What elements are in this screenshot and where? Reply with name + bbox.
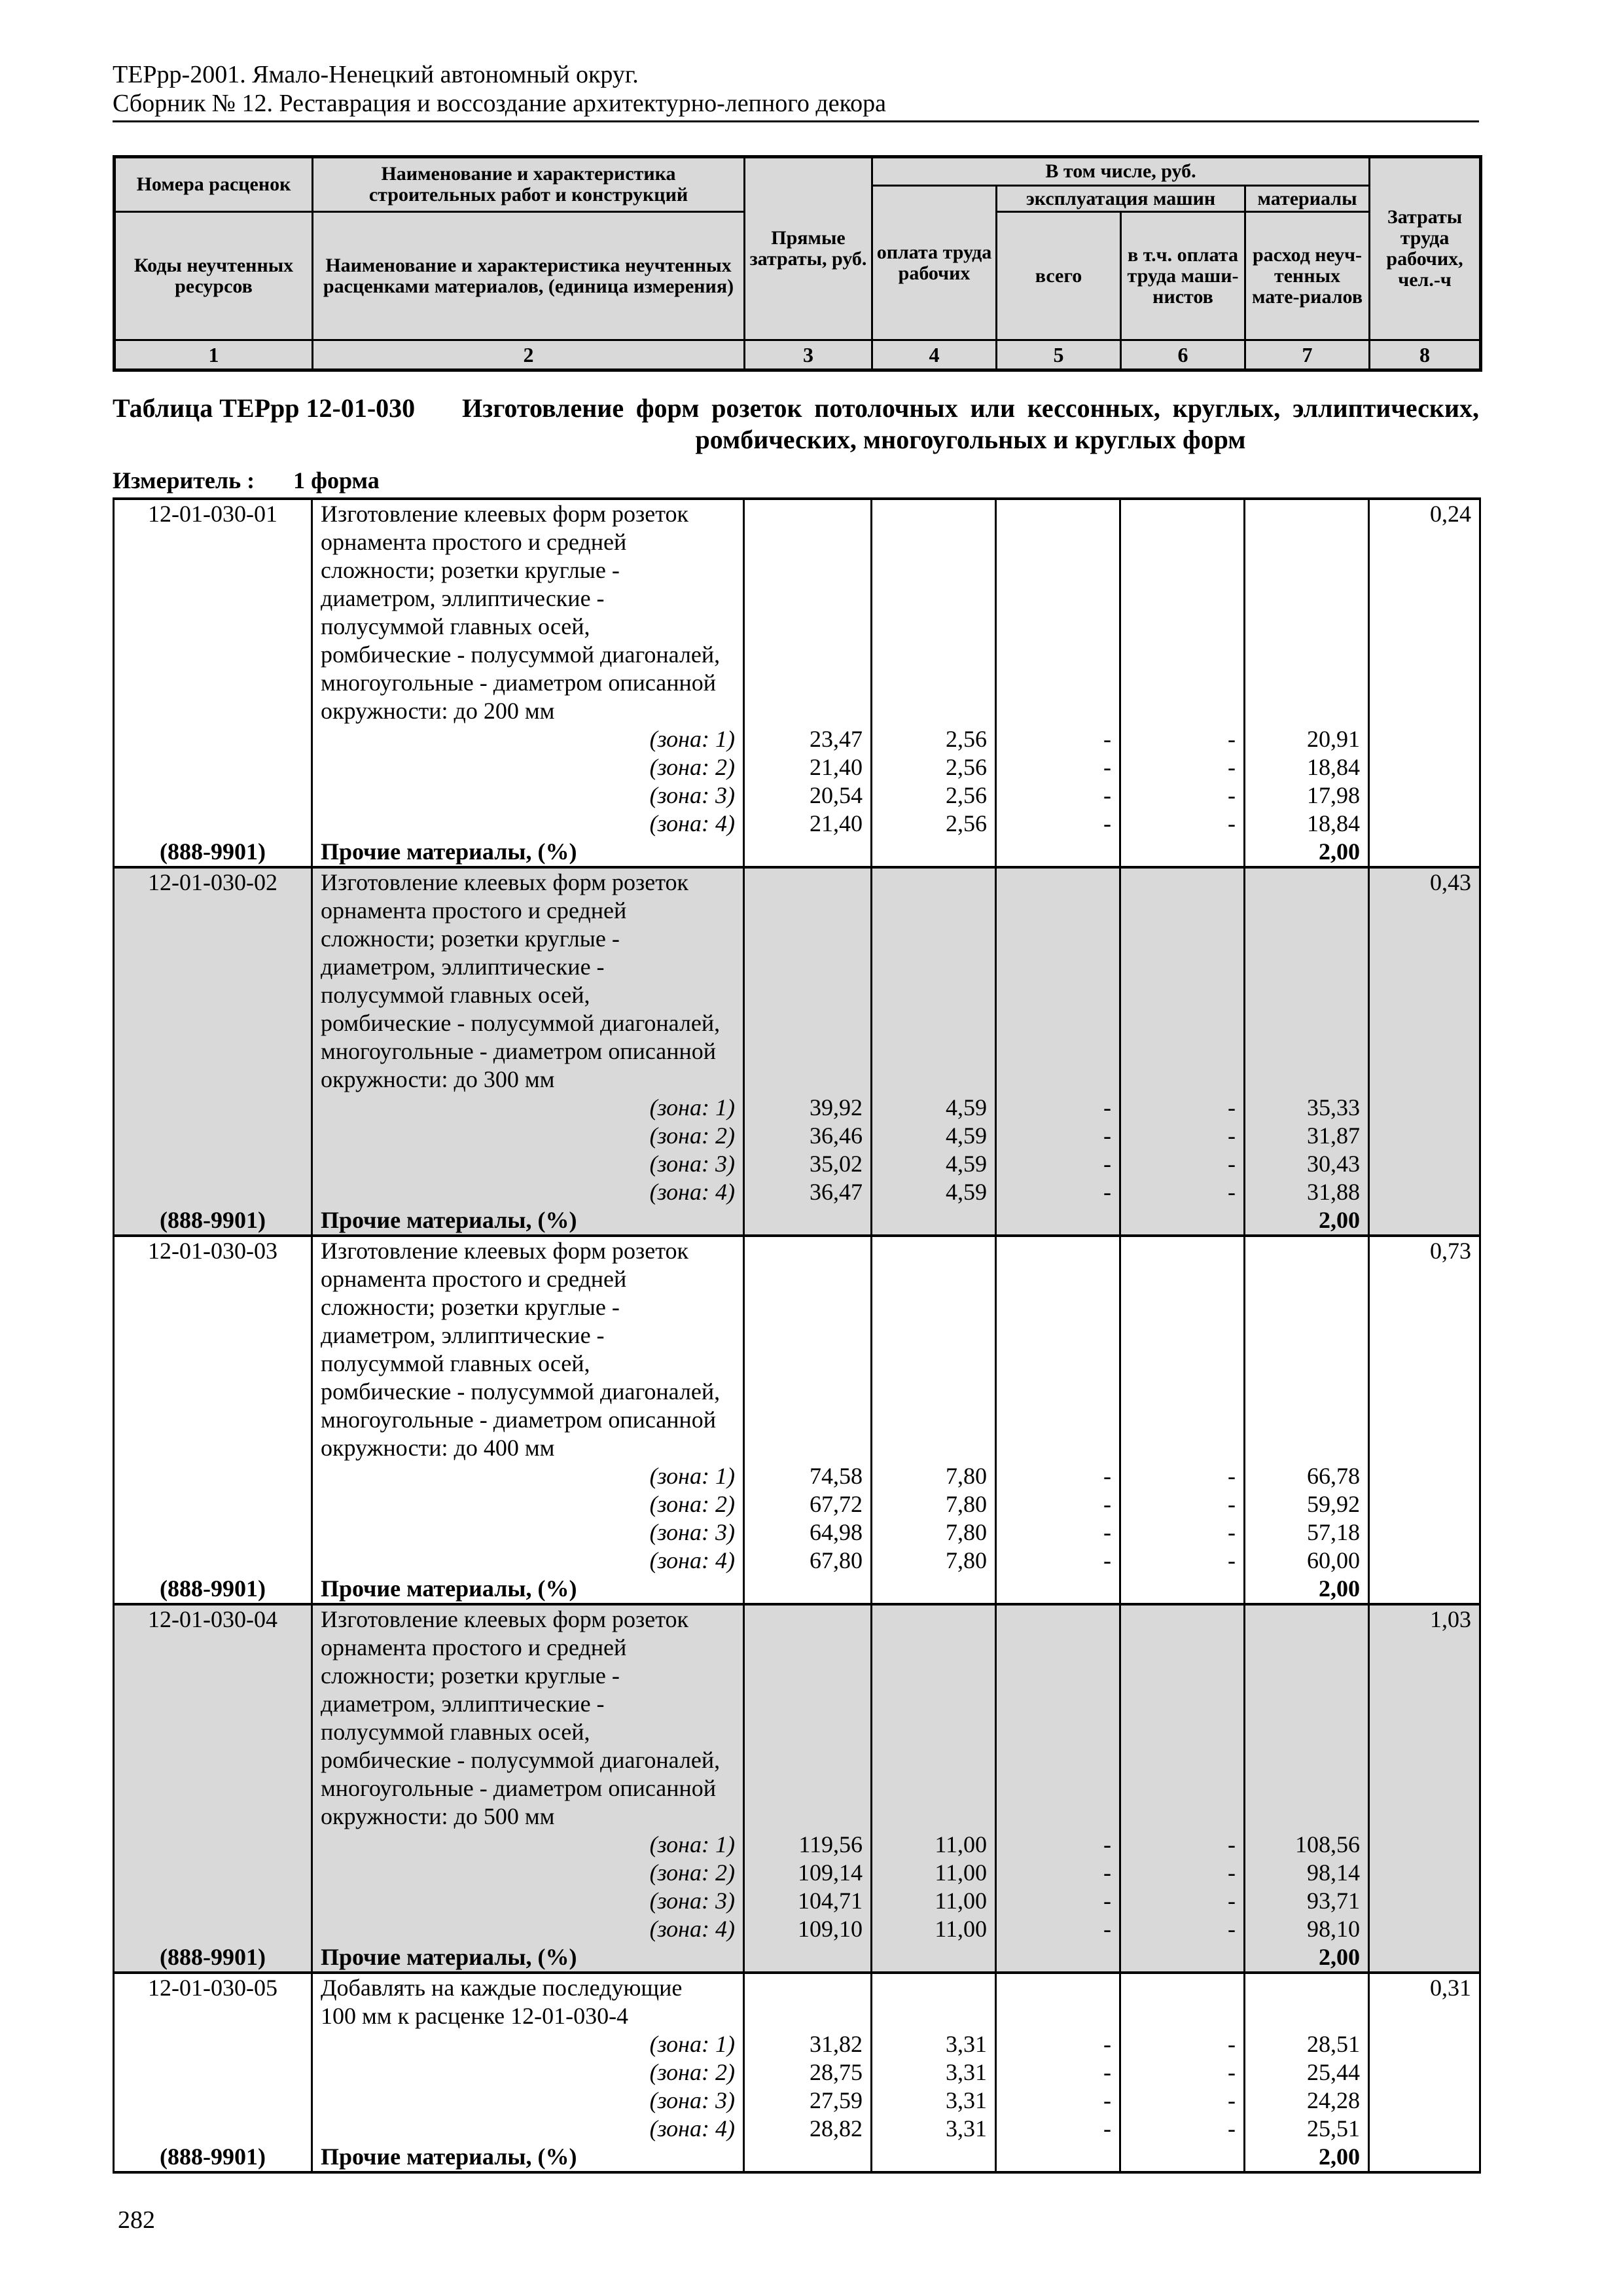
column-number: 8 xyxy=(1370,340,1481,370)
header-resource-name: Наименование и характеристика неучтенных расценками материалов, (единица измерения) xyxy=(313,212,745,340)
cell-wages: 4,59 xyxy=(946,1122,987,1149)
cell-machines: - xyxy=(1103,1519,1111,1545)
zone-label: (зона: 4) xyxy=(649,810,735,836)
cell-materials: 31,87 xyxy=(1307,1122,1360,1149)
cell-wages: 7,80 xyxy=(946,1491,987,1517)
header-wages: оплата труда рабочих xyxy=(872,186,997,340)
description-line: ромбические - полусуммой диагоналей, xyxy=(321,1747,721,1773)
description-line: ромбические - полусуммой диагоналей, xyxy=(321,641,721,668)
cell-wages: 2,56 xyxy=(946,810,987,836)
cell-machines: - xyxy=(1103,1122,1111,1149)
resource-code: (888-9901) xyxy=(160,1207,266,1233)
cell-machines: - xyxy=(1103,810,1111,836)
description-line: Изготовление клеевых форм розеток xyxy=(321,1238,688,1264)
rate-code: 12-01-030-02 xyxy=(148,869,277,895)
rate-block xyxy=(114,867,1480,1236)
cell-materials: 98,10 xyxy=(1307,1916,1360,1942)
description-line: сложности; розетки круглые - xyxy=(321,1294,620,1320)
cell-machinists: - xyxy=(1228,1094,1236,1121)
description-line: полусуммой главных осей, xyxy=(321,1719,590,1745)
running-head-line-2: Сборник № 12. Реставрация и воссоздание архитектурно-лепного декора xyxy=(113,90,886,117)
table-title xyxy=(113,393,1479,456)
header-direct-costs: Прямые затраты, руб. xyxy=(745,157,872,340)
cell-direct: 28,82 xyxy=(810,2115,863,2142)
resource-name: Прочие материалы, (%) xyxy=(321,838,577,865)
header-including-group: В том числе, руб. xyxy=(872,157,1370,186)
cell-wages: 3,31 xyxy=(946,2059,987,2085)
cell-wages: 11,00 xyxy=(935,1859,987,1886)
resource-value: 2,00 xyxy=(1319,1575,1360,1602)
cell-direct: 27,59 xyxy=(810,2087,863,2113)
rate-block xyxy=(114,1236,1480,1604)
measure-value: 1 форма xyxy=(293,467,380,493)
zone-label: (зона: 4) xyxy=(649,1179,735,1205)
description-line: многоугольные - диаметром описанной xyxy=(321,1775,717,1801)
zone-label: (зона: 1) xyxy=(649,2031,735,2057)
measure-label: Измеритель : xyxy=(113,467,255,493)
description-line: сложности; розетки круглые - xyxy=(321,1662,620,1689)
description-line: орнамента простого и средней xyxy=(321,1266,627,1292)
resource-name: Прочие материалы, (%) xyxy=(321,1575,577,1602)
cell-wages: 7,80 xyxy=(946,1519,987,1545)
resource-code: (888-9901) xyxy=(160,838,266,865)
resource-value: 2,00 xyxy=(1319,838,1360,865)
zone-label: (зона: 3) xyxy=(649,782,735,808)
cell-machinists: - xyxy=(1228,1547,1236,1573)
rate-block xyxy=(114,499,1480,867)
header-work-name: Наименование и характеристика строительных работ и конструкций xyxy=(313,157,745,212)
column-header-table xyxy=(113,155,1482,372)
cell-machines: - xyxy=(1103,1491,1111,1517)
cell-machines: - xyxy=(1103,1151,1111,1177)
cell-wages: 7,80 xyxy=(946,1463,987,1489)
cell-materials: 20,91 xyxy=(1307,726,1360,752)
cell-machinists: - xyxy=(1228,1491,1236,1517)
cell-direct: 74,58 xyxy=(810,1463,863,1489)
cell-machinists: - xyxy=(1228,2087,1236,2113)
header-rate-numbers: Номера расценок xyxy=(115,157,313,212)
description-line: многоугольные - диаметром описанной xyxy=(321,670,717,696)
cell-wages: 11,00 xyxy=(935,1916,987,1942)
resource-code: (888-9901) xyxy=(160,2144,266,2170)
table-name: Изготовление форм розеток потолочных или кессонных, круглых, эллиптических, ромбических, многоугольных и круглых форм xyxy=(462,393,1479,454)
cell-machinists: - xyxy=(1228,1179,1236,1205)
cell-machines: - xyxy=(1103,2115,1111,2142)
cell-machines: - xyxy=(1103,1463,1111,1489)
cell-machinists: - xyxy=(1228,2115,1236,2142)
cell-machinists: - xyxy=(1228,2031,1236,2057)
cell-direct: 64,98 xyxy=(810,1519,863,1545)
header-machines-group: эксплуатация машин xyxy=(997,186,1245,212)
header-unaccounted-materials: расход неуч-тенных мате-риалов xyxy=(1245,212,1370,340)
description-line: орнамента простого и средней xyxy=(321,897,627,924)
cell-machinists: - xyxy=(1228,1831,1236,1857)
zone-label: (зона: 4) xyxy=(649,2115,735,2142)
resource-value: 2,00 xyxy=(1319,2144,1360,2170)
rate-block xyxy=(114,1973,1480,2172)
description-line: многоугольные - диаметром описанной xyxy=(321,1038,717,1064)
resource-name: Прочие материалы, (%) xyxy=(321,2144,577,2170)
labor-hours: 1,03 xyxy=(1430,1606,1471,1632)
cell-machines: - xyxy=(1103,754,1111,780)
cell-direct: 109,14 xyxy=(798,1859,863,1886)
cell-direct: 36,47 xyxy=(810,1179,863,1205)
cell-wages: 3,31 xyxy=(946,2031,987,2057)
column-number: 1 xyxy=(115,340,313,370)
cell-wages: 7,80 xyxy=(946,1547,987,1573)
cell-machinists: - xyxy=(1228,1463,1236,1489)
zone-label: (зона: 3) xyxy=(649,2087,735,2113)
cell-direct: 67,72 xyxy=(810,1491,863,1517)
cell-materials: 35,33 xyxy=(1307,1094,1360,1121)
zone-label: (зона: 2) xyxy=(649,754,735,780)
cell-materials: 25,44 xyxy=(1307,2059,1360,2085)
zone-label: (зона: 4) xyxy=(649,1916,735,1942)
cell-machinists: - xyxy=(1228,1859,1236,1886)
zone-label: (зона: 4) xyxy=(649,1547,735,1573)
cell-wages: 3,31 xyxy=(946,2087,987,2113)
cell-direct: 28,75 xyxy=(810,2059,863,2085)
cell-machinists: - xyxy=(1228,754,1236,780)
description-line: сложности; розетки круглые - xyxy=(321,925,620,952)
cell-materials: 59,92 xyxy=(1307,1491,1360,1517)
cell-materials: 66,78 xyxy=(1307,1463,1360,1489)
cell-wages: 2,56 xyxy=(946,754,987,780)
column-number: 2 xyxy=(313,340,745,370)
cell-direct: 21,40 xyxy=(810,810,863,836)
header-labor-hours: Затраты труда рабочих, чел.-ч xyxy=(1370,157,1481,340)
page-number: 282 xyxy=(118,2206,155,2234)
cell-materials: 18,84 xyxy=(1307,754,1360,780)
cell-machinists: - xyxy=(1228,1122,1236,1149)
rate-code: 12-01-030-03 xyxy=(148,1238,277,1264)
resource-code: (888-9901) xyxy=(160,1944,266,1970)
description-line: 100 мм к расценке 12-01-030-4 xyxy=(321,2003,629,2029)
description-line: многоугольные - диаметром описанной xyxy=(321,1407,717,1433)
running-head xyxy=(113,60,1479,122)
header-materials-group: материалы xyxy=(1245,186,1370,212)
description-line: окружности: до 500 мм xyxy=(321,1803,555,1829)
description-line: Изготовление клеевых форм розеток xyxy=(321,1606,688,1632)
cell-machines: - xyxy=(1103,2059,1111,2085)
cell-materials: 57,18 xyxy=(1307,1519,1360,1545)
description-line: диаметром, эллиптические - xyxy=(321,1691,605,1717)
cell-direct: 21,40 xyxy=(810,754,863,780)
column-numbers-row xyxy=(115,340,1481,370)
cell-materials: 108,56 xyxy=(1295,1831,1360,1857)
resource-value: 2,00 xyxy=(1319,1207,1360,1233)
description-line: ромбические - полусуммой диагоналей, xyxy=(321,1378,721,1405)
cell-machines: - xyxy=(1103,1179,1111,1205)
cell-machinists: - xyxy=(1228,1916,1236,1942)
column-number: 3 xyxy=(745,340,872,370)
description-line: Изготовление клеевых форм розеток xyxy=(321,501,688,527)
cell-machines: - xyxy=(1103,1859,1111,1886)
cell-materials: 30,43 xyxy=(1307,1151,1360,1177)
labor-hours: 0,73 xyxy=(1430,1238,1471,1264)
zone-label: (зона: 2) xyxy=(649,1491,735,1517)
description-line: диаметром, эллиптические - xyxy=(321,585,605,611)
cell-machines: - xyxy=(1103,1547,1111,1573)
rate-block xyxy=(114,1604,1480,1973)
header-machines-total: всего xyxy=(997,212,1121,340)
cell-machines: - xyxy=(1103,782,1111,808)
zone-label: (зона: 1) xyxy=(649,1831,735,1857)
description-line: полусуммой главных осей, xyxy=(321,982,590,1008)
cell-wages: 4,59 xyxy=(946,1094,987,1121)
zone-label: (зона: 2) xyxy=(649,2059,735,2085)
labor-hours: 0,43 xyxy=(1430,869,1471,895)
cell-direct: 35,02 xyxy=(810,1151,863,1177)
description-line: диаметром, эллиптические - xyxy=(321,1322,605,1348)
description-line: диаметром, эллиптические - xyxy=(321,954,605,980)
header-resource-codes: Коды неучтенных ресурсов xyxy=(115,212,313,340)
column-number: 4 xyxy=(872,340,997,370)
cell-machinists: - xyxy=(1228,2059,1236,2085)
zone-label: (зона: 3) xyxy=(649,1888,735,1914)
running-head-line-1: ТЕРрр-2001. Ямало-Ненецкий автономный округ. xyxy=(113,61,639,88)
resource-code: (888-9901) xyxy=(160,1575,266,1602)
cell-materials: 28,51 xyxy=(1307,2031,1360,2057)
cell-direct: 23,47 xyxy=(810,726,863,752)
description-line: орнамента простого и средней xyxy=(321,529,627,555)
rates-table xyxy=(113,497,1481,2174)
description-line: полусуммой главных осей, xyxy=(321,613,590,639)
cell-machines: - xyxy=(1103,726,1111,752)
cell-machines: - xyxy=(1103,1916,1111,1942)
cell-machinists: - xyxy=(1228,1151,1236,1177)
rate-code: 12-01-030-04 xyxy=(148,1606,277,1632)
cell-machinists: - xyxy=(1228,1888,1236,1914)
cell-wages: 11,00 xyxy=(935,1888,987,1914)
cell-materials: 24,28 xyxy=(1307,2087,1360,2113)
cell-materials: 25,51 xyxy=(1307,2115,1360,2142)
cell-wages: 2,56 xyxy=(946,726,987,752)
cell-machines: - xyxy=(1103,1094,1111,1121)
cell-materials: 93,71 xyxy=(1307,1888,1360,1914)
cell-machinists: - xyxy=(1228,782,1236,808)
cell-wages: 3,31 xyxy=(946,2115,987,2142)
cell-machinists: - xyxy=(1228,726,1236,752)
cell-materials: 60,00 xyxy=(1307,1547,1360,1573)
cell-direct: 36,46 xyxy=(810,1122,863,1149)
cell-wages: 4,59 xyxy=(946,1179,987,1205)
cell-direct: 67,80 xyxy=(810,1547,863,1573)
description-line: полусуммой главных осей, xyxy=(321,1350,590,1376)
zone-label: (зона: 2) xyxy=(649,1122,735,1149)
labor-hours: 0,31 xyxy=(1430,1975,1471,2001)
cell-direct: 104,71 xyxy=(798,1888,863,1914)
measure-unit xyxy=(113,466,380,495)
description-line: Изготовление клеевых форм розеток xyxy=(321,869,688,895)
rate-code: 12-01-030-05 xyxy=(148,1975,277,2001)
zone-label: (зона: 1) xyxy=(649,726,735,752)
cell-machines: - xyxy=(1103,2087,1111,2113)
cell-materials: 18,84 xyxy=(1307,810,1360,836)
zone-label: (зона: 3) xyxy=(649,1151,735,1177)
zone-label: (зона: 1) xyxy=(649,1463,735,1489)
column-number: 7 xyxy=(1245,340,1370,370)
cell-materials: 17,98 xyxy=(1307,782,1360,808)
cell-wages: 4,59 xyxy=(946,1151,987,1177)
cell-direct: 109,10 xyxy=(798,1916,863,1942)
description-line: Добавлять на каждые последующие xyxy=(321,1975,683,2001)
resource-value: 2,00 xyxy=(1319,1944,1360,1970)
table-code: Таблица ТЕРрр 12-01-030 xyxy=(113,393,416,423)
description-line: сложности; розетки круглые - xyxy=(321,557,620,583)
column-number: 5 xyxy=(997,340,1121,370)
cell-direct: 39,92 xyxy=(810,1094,863,1121)
cell-machines: - xyxy=(1103,1888,1111,1914)
resource-name: Прочие материалы, (%) xyxy=(321,1944,577,1970)
cell-machines: - xyxy=(1103,2031,1111,2057)
cell-machinists: - xyxy=(1228,810,1236,836)
description-line: окружности: до 300 мм xyxy=(321,1066,555,1092)
rate-code: 12-01-030-01 xyxy=(148,501,277,527)
cell-direct: 20,54 xyxy=(810,782,863,808)
cell-materials: 31,88 xyxy=(1307,1179,1360,1205)
description-line: орнамента простого и средней xyxy=(321,1634,627,1660)
cell-direct: 119,56 xyxy=(798,1831,863,1857)
description-line: окружности: до 200 мм xyxy=(321,698,555,724)
cell-machines: - xyxy=(1103,1831,1111,1857)
cell-machinists: - xyxy=(1228,1519,1236,1545)
zone-label: (зона: 2) xyxy=(649,1859,735,1886)
cell-direct: 31,82 xyxy=(810,2031,863,2057)
description-line: окружности: до 400 мм xyxy=(321,1435,555,1461)
cell-materials: 98,14 xyxy=(1307,1859,1360,1886)
labor-hours: 0,24 xyxy=(1430,501,1471,527)
description-line: ромбические - полусуммой диагоналей, xyxy=(321,1010,721,1036)
zone-label: (зона: 1) xyxy=(649,1094,735,1121)
resource-name: Прочие материалы, (%) xyxy=(321,1207,577,1233)
cell-wages: 11,00 xyxy=(935,1831,987,1857)
cell-wages: 2,56 xyxy=(946,782,987,808)
zone-label: (зона: 3) xyxy=(649,1519,735,1545)
column-number: 6 xyxy=(1121,340,1245,370)
header-machinists-wages: в т.ч. оплата труда маши-нистов xyxy=(1121,212,1245,340)
